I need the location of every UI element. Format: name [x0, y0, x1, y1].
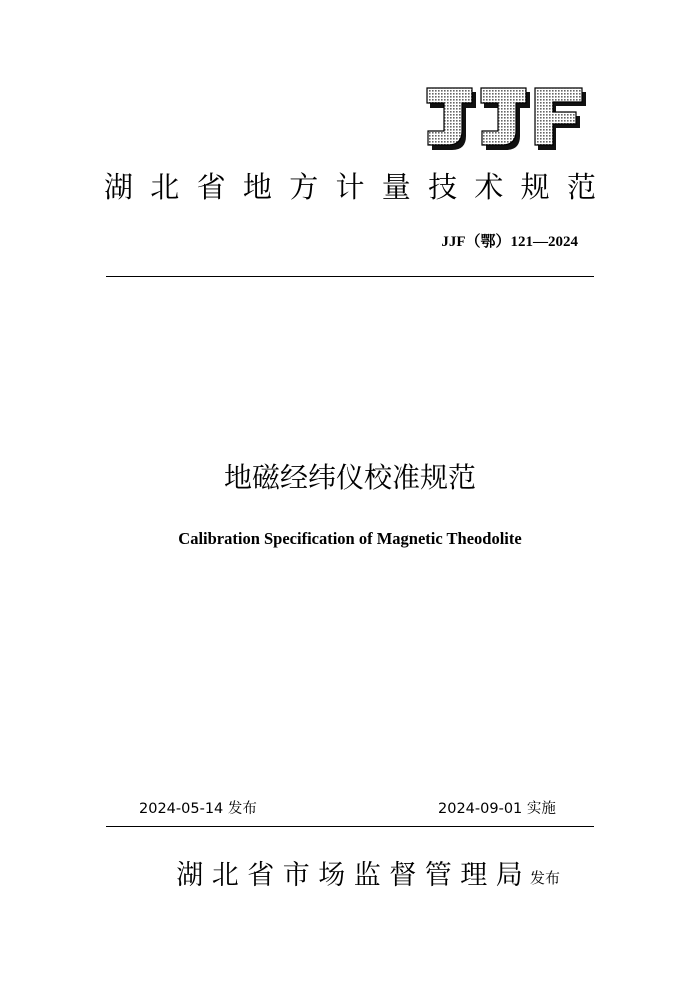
issuer-name-char: 市	[282, 860, 310, 891]
header-title-char: 术	[474, 169, 504, 204]
effective-date: 2024-09-01 实施	[438, 801, 556, 817]
issuer-name-char: 北	[211, 860, 239, 891]
issuer-name-char: 管	[424, 860, 452, 891]
header-title-char: 计	[335, 169, 365, 204]
issuer-name-char: 省	[247, 860, 275, 891]
issuer-name-char: 理	[460, 860, 488, 891]
header-title-char: 地	[242, 169, 272, 204]
header-title-char: 范	[566, 169, 596, 204]
issuer	[172, 852, 560, 892]
header-title-char: 规	[520, 169, 550, 204]
bottom-divider	[106, 826, 594, 827]
document-title-en: Calibration Specification of Magnetic Theodolite	[178, 529, 522, 548]
header-title-char: 北	[150, 169, 180, 204]
document-title-cn: 地磁经纬仪校准规范	[223, 461, 476, 494]
header-title-char: 方	[289, 169, 319, 204]
top-divider	[106, 276, 594, 277]
standard-code: JJF（鄂）121—2024	[441, 234, 578, 250]
header-title-char: 技	[428, 169, 458, 204]
issuer-name-char: 湖	[176, 860, 204, 891]
header-title-char: 省	[196, 169, 226, 204]
header-title	[104, 165, 596, 205]
issuer-name-char: 场	[318, 860, 346, 891]
issuer-name-char: 局	[495, 860, 523, 891]
issuer-name	[172, 853, 527, 892]
issuer-name-char: 督	[389, 860, 417, 891]
issuer-name-char: 监	[353, 860, 381, 891]
publish-date: 2024-05-14 发布	[139, 801, 257, 817]
jjf-logo	[426, 84, 588, 154]
header-title-char: 量	[381, 169, 411, 204]
header-title-char: 湖	[104, 169, 134, 204]
issuer-suffix: 发布	[530, 869, 561, 887]
